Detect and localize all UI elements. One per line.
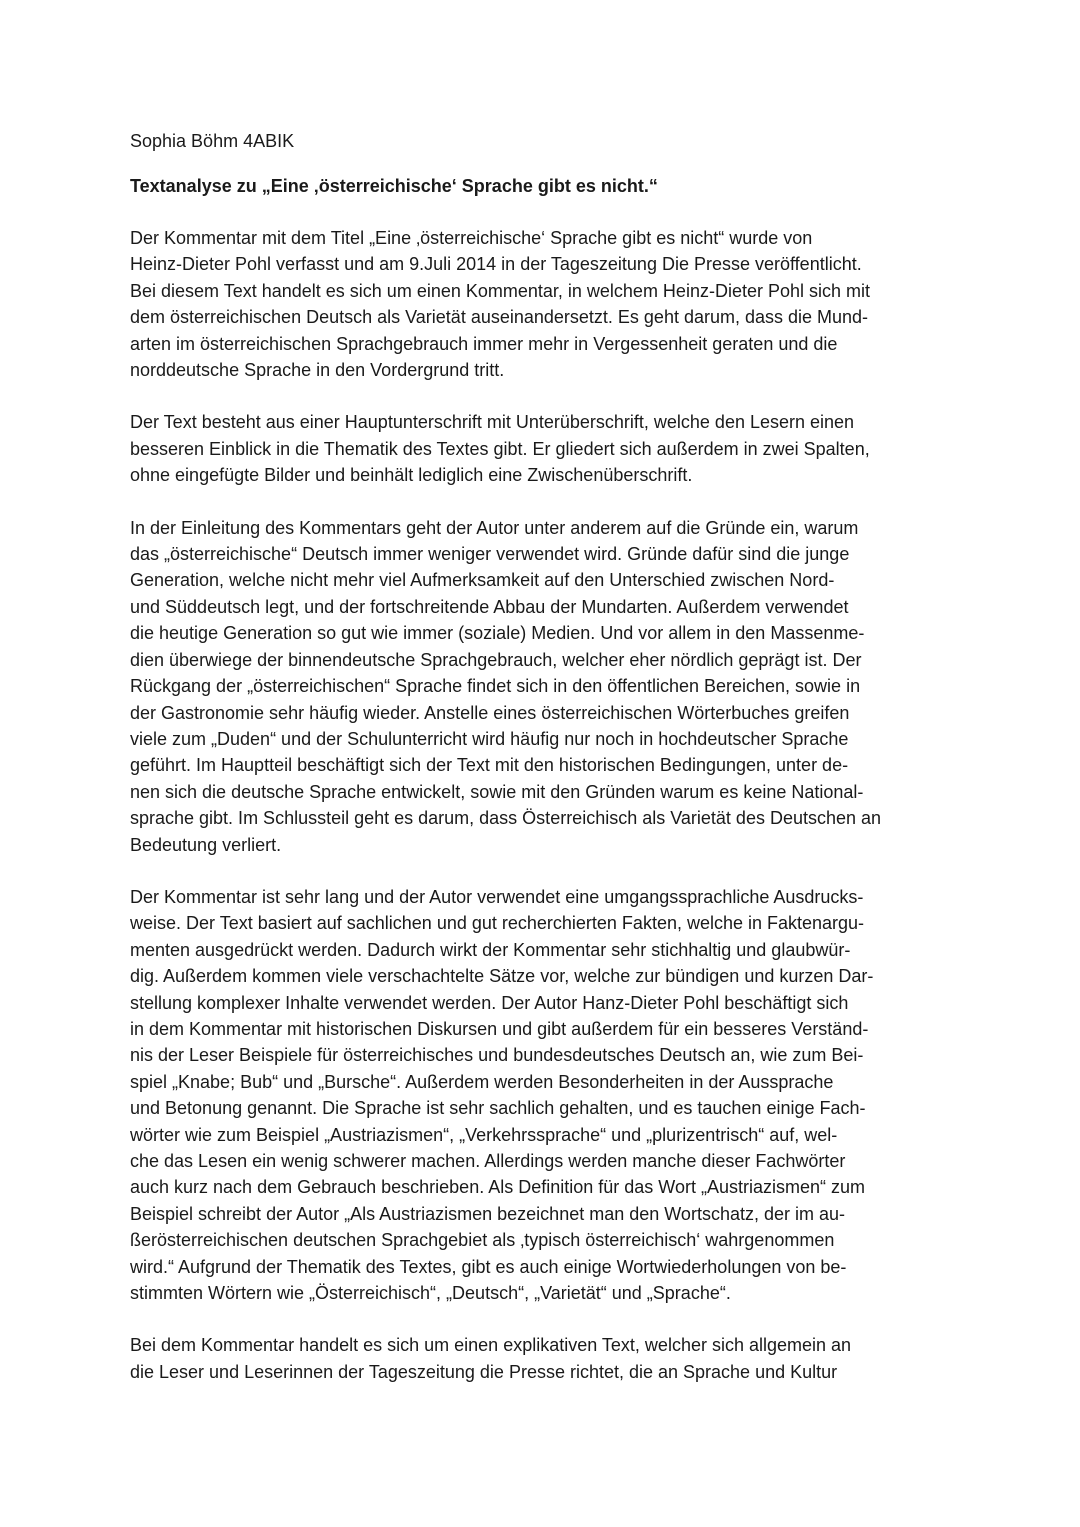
text-line: das „österreichische“ Deutsch immer weniger verwendet wird. Gründe dafür sind die junge <box>130 544 850 565</box>
body-paragraph <box>130 225 960 383</box>
body-paragraph <box>130 409 960 488</box>
author-line: Sophia Böhm 4ABIK <box>130 131 295 151</box>
text-line: stellung komplexer Inhalte verwendet werden. Der Autor Hanz-Dieter Pohl beschäftigt sich <box>130 992 849 1013</box>
text-line: der Gastronomie sehr häufig wieder. Anstelle eines österreichischen Wörterbuches greifen <box>130 702 850 723</box>
text-line: Bei dem Kommentar handelt es sich um einen explikativen Text, welcher sich allgemein an <box>130 1335 852 1356</box>
text-line: weise. Der Text basiert auf sachlichen und gut recherchierten Fakten, welche in Faktenargu- <box>130 913 865 934</box>
document-title: Textanalyse zu „Eine ‚österreichische‘ Sprache gibt es nicht.“ <box>130 176 658 196</box>
text-line: Bei diesem Text handelt es sich um einen Kommentar, in welchem Heinz-Dieter Pohl sich mit <box>130 280 870 301</box>
document-body <box>130 225 960 1385</box>
text-line: che das Lesen ein wenig schwerer machen. Allerdings werden manche dieser Fachwörter <box>130 1151 846 1171</box>
text-line: wörter wie zum Beispiel „Austriazismen“, „Verkehrssprache“ und „plurizentrisch“ auf, wel- <box>130 1124 838 1145</box>
text-line: besseren Einblick in die Thematik des Textes gibt. Er gliedert sich außerdem in zwei Spalten, <box>130 438 870 459</box>
text-line: und Betonung genannt. Die Sprache ist sehr sachlich gehalten, und es tauchen einige Fach- <box>130 1098 866 1119</box>
text-line: arten im österreichischen Sprachgebrauch immer mehr in Vergessenheit geraten und die <box>130 333 838 354</box>
text-line: In der Einleitung des Kommentars geht der Autor unter anderem auf die Gründe ein, warum <box>130 517 859 538</box>
text-line: Generation, welche nicht mehr viel Aufmerksamkeit auf den Unterschied zwischen Nord- <box>130 570 835 591</box>
text-line: sprache gibt. Im Schlussteil geht es darum, dass Österreichisch als Varietät des Deutschen an <box>130 808 882 829</box>
text-line: ohne eingefügte Bilder und beinhält lediglich eine Zwischenüberschrift. <box>130 465 693 486</box>
text-line: in dem Kommentar mit historischen Diskursen und gibt außerdem für ein besseres Verständ- <box>130 1018 869 1039</box>
text-line: die heutige Generation so gut wie immer (soziale) Medien. Und vor allem in den Massenme- <box>130 623 865 644</box>
text-line: ßerösterreichischen deutschen Sprachgebiet als ‚typisch österreichisch‘ wahrgenommen <box>130 1230 835 1251</box>
text-line: Heinz-Dieter Pohl verfasst und am 9.Juli 2014 in der Tageszeitung Die Presse veröffentlicht. <box>130 254 862 275</box>
text-line: die Leser und Leserinnen der Tageszeitung die Presse richtet, die an Sprache und Kultur <box>130 1361 838 1382</box>
text-line: viele zum „Duden“ und der Schulunterricht wird häufig nur noch in hochdeutscher Sprache <box>130 728 849 749</box>
body-paragraph <box>130 515 960 858</box>
document-page <box>130 128 960 1411</box>
text-line: Der Kommentar mit dem Titel „Eine ‚österreichische‘ Sprache gibt es nicht“ wurde von <box>130 228 813 248</box>
text-line: dem österreichischen Deutsch als Varietät auseinandersetzt. Es geht darum, dass die Mund- <box>130 307 869 328</box>
text-line: Rückgang der „österreichischen“ Sprache findet sich in den öffentlichen Bereichen, sowie in <box>130 676 861 697</box>
text-line: nis der Leser Beispiele für österreichisches und bundesdeutsches Deutsch an, wie zum Bei- <box>130 1045 864 1066</box>
text-line: norddeutsche Sprache in den Vordergrund tritt. <box>130 360 505 381</box>
text-line: spiel „Knabe; Bub“ und „Bursche“. Außerdem werden Besonderheiten in der Aussprache <box>130 1071 834 1092</box>
text-line: geführt. Im Hauptteil beschäftigt sich der Text mit den historischen Bedingungen, unter de- <box>130 755 849 776</box>
text-line: Beispiel schreibt der Autor „Als Austriazismen bezeichnet man den Wortschatz, der im au- <box>130 1203 845 1224</box>
text-line: Der Kommentar ist sehr lang und der Autor verwendet eine umgangssprachliche Ausdrucks- <box>130 886 864 907</box>
text-line: wird.“ Aufgrund der Thematik des Textes, gibt es auch einige Wortwiederholungen von be- <box>130 1256 847 1277</box>
text-line: menten ausgedrückt werden. Dadurch wirkt der Kommentar sehr stichhaltig und glaubwür- <box>130 939 851 960</box>
text-line: dig. Außerdem kommen viele verschachtelte Sätze vor, welche zur bündigen und kurzen Dar- <box>130 966 874 987</box>
body-paragraph <box>130 884 960 1307</box>
text-line: Der Text besteht aus einer Hauptunterschrift mit Unterüberschrift, welche den Lesern einen <box>130 412 855 433</box>
text-line: dien überwiege der binnendeutsche Sprachgebrauch, welcher eher nördlich geprägt ist. Der <box>130 649 862 670</box>
text-line: auch kurz nach dem Gebrauch beschrieben. Als Definition für das Wort „Austriazismen“ zum <box>130 1177 865 1198</box>
text-line: und Süddeutsch legt, und der fortschreitende Abbau der Mundarten. Außerdem verwendet <box>130 596 849 617</box>
text-line: Bedeutung verliert. <box>130 834 282 855</box>
body-paragraph <box>130 1332 960 1385</box>
text-line: nen sich die deutsche Sprache entwickelt, sowie mit den Gründen warum es keine National- <box>130 781 864 802</box>
text-line: stimmten Wörtern wie „Österreichisch“, „Deutsch“, „Varietät“ und „Sprache“. <box>130 1283 731 1304</box>
